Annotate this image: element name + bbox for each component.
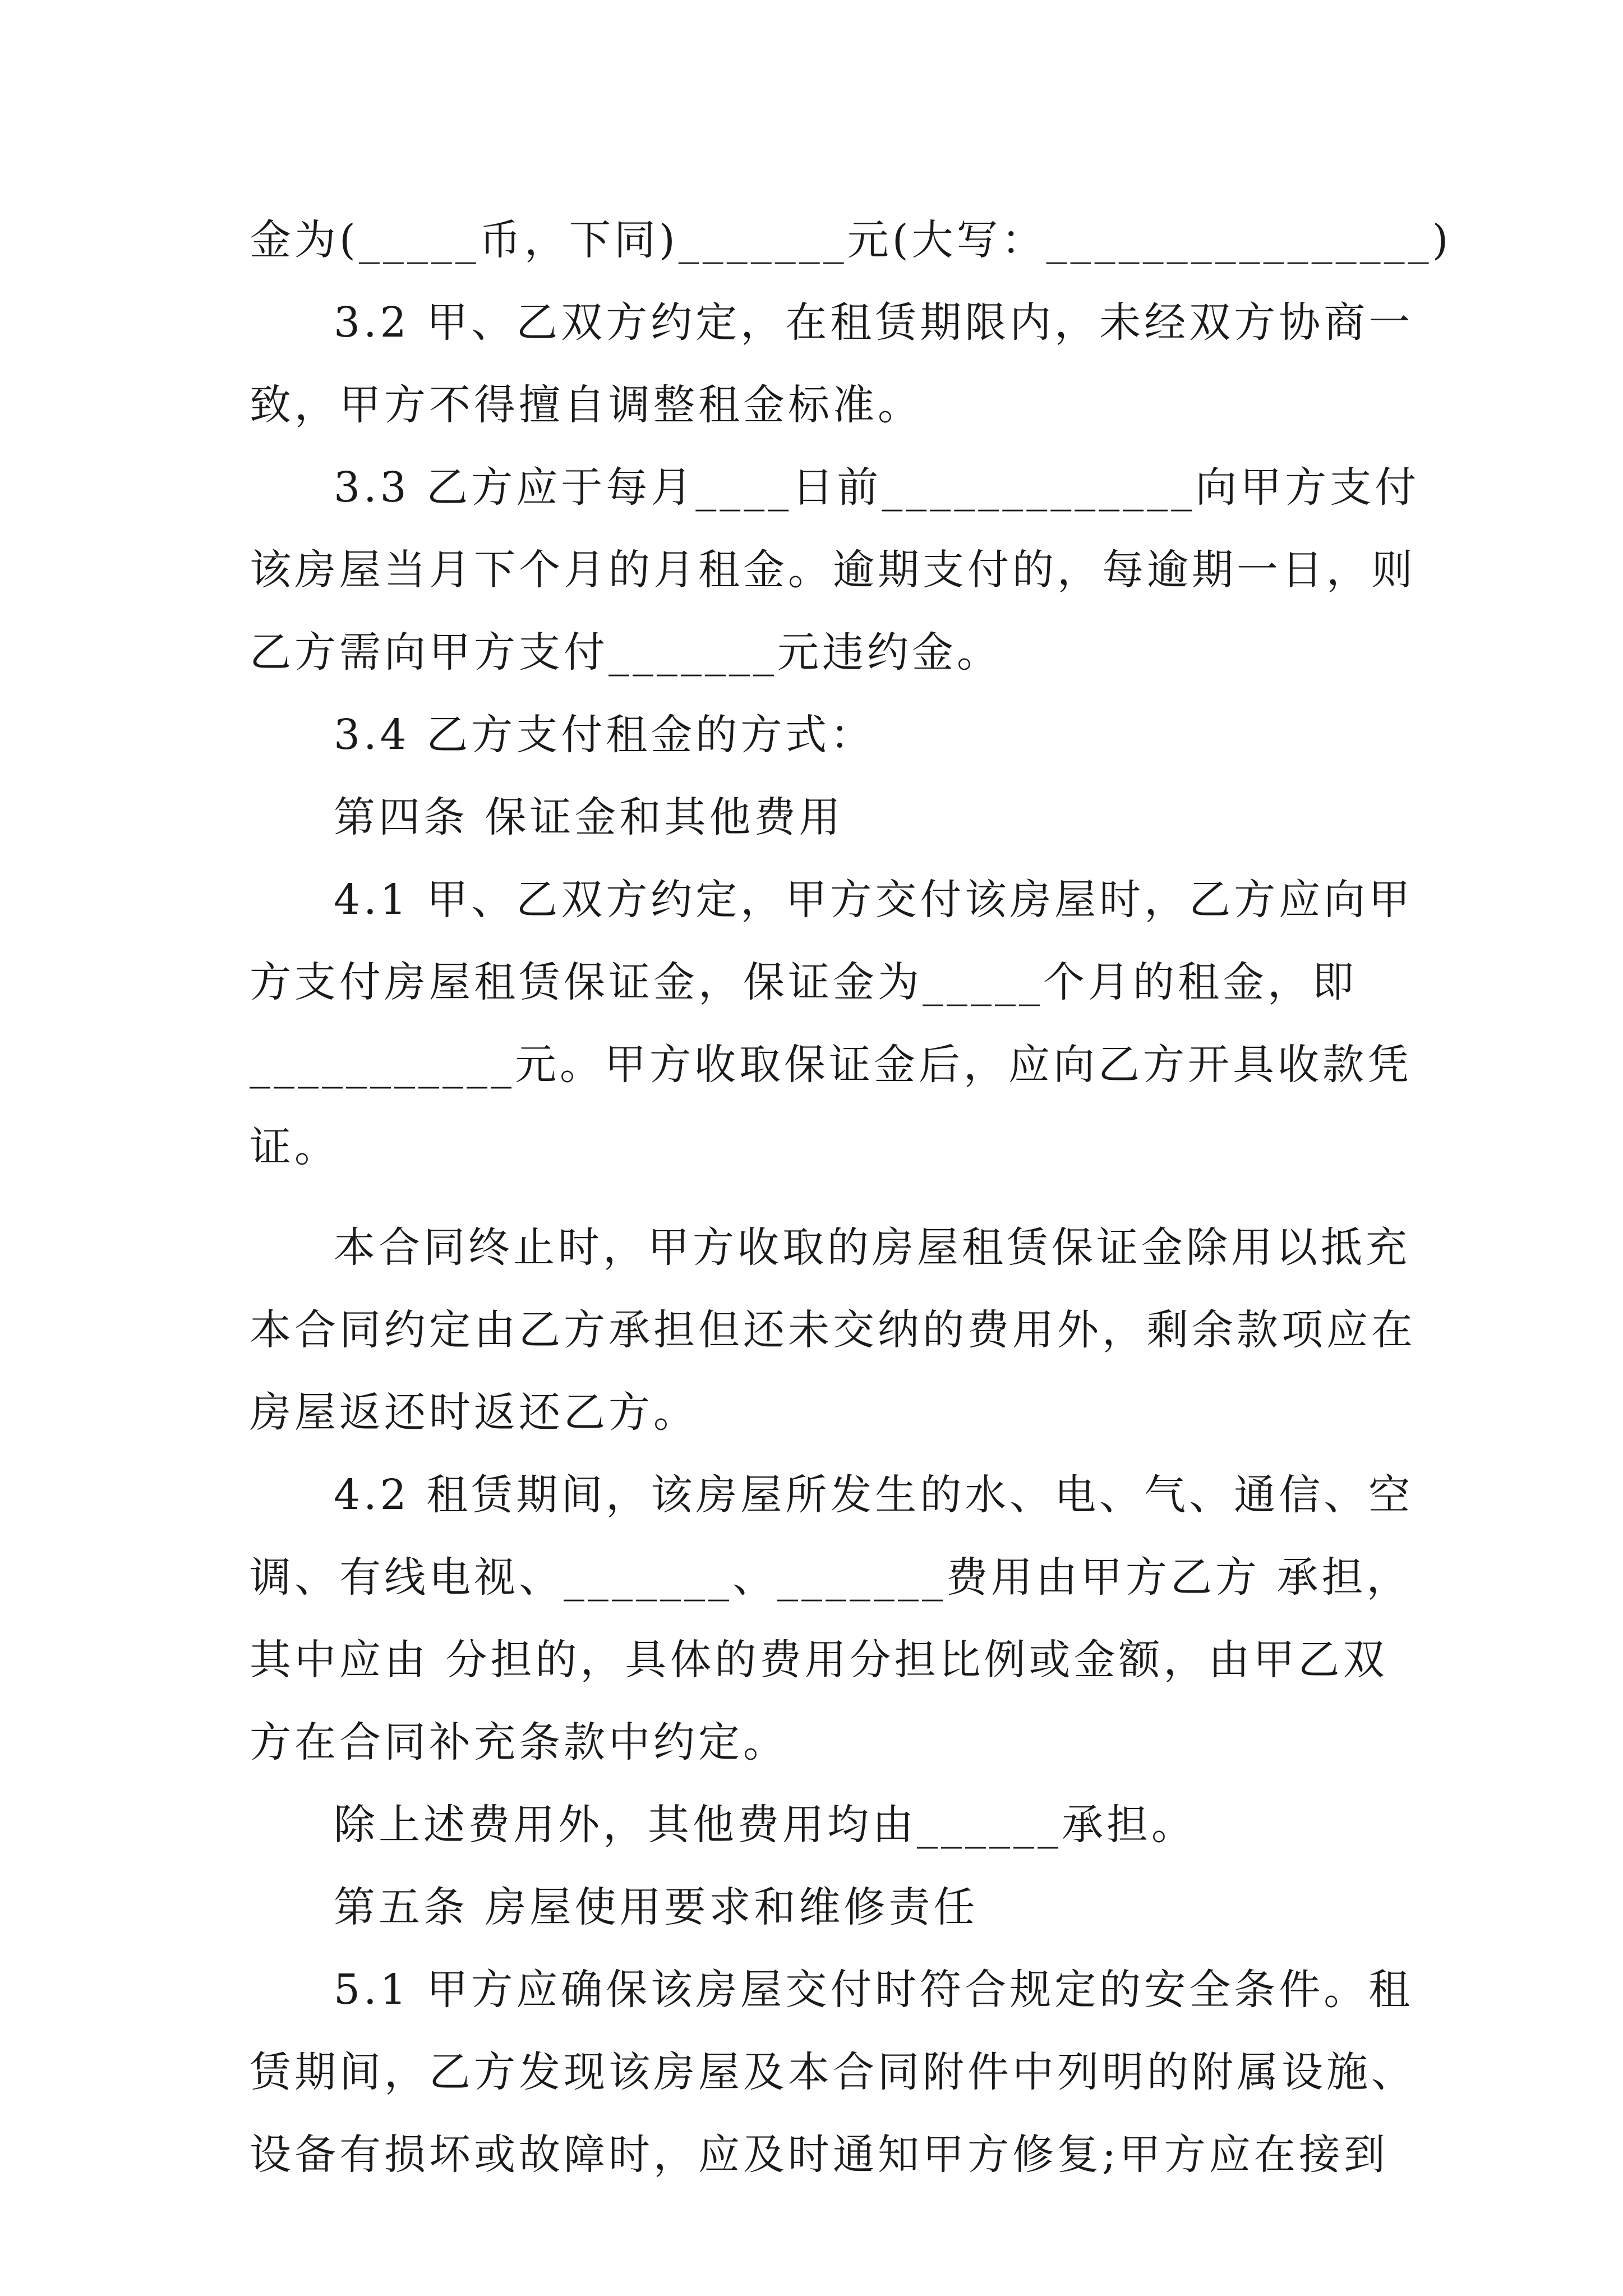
text-line: 第五条 房屋使用要求和维修责任 — [334, 1883, 979, 1931]
text-line: 调、有线电视、_______、_______费用由甲方乙方 承担， — [250, 1553, 1412, 1602]
text-line: 本合同终止时，甲方收取的房屋租赁保证金除用以抵充 — [334, 1223, 1410, 1272]
text-line: 金为(_____币，下同)_______元(大写：________________) — [250, 216, 1452, 264]
text-line: 方支付房屋租赁保证金，保证金为_____个月的租金，即 — [250, 958, 1357, 1006]
text-line: 除上述费用外，其他费用均由______承担。 — [334, 1801, 1196, 1849]
text-line: 设备有损坏或故障时，应及时通知甲方修复;甲方应在接到 — [250, 2131, 1389, 2179]
text-line: 4.1 甲、乙双方约定，甲方交付该房屋时，乙方应向甲 — [334, 876, 1414, 924]
text-line: 致，甲方不得擅自调整租金标准。 — [250, 381, 923, 429]
text-line: 本合同约定由乙方承担但还未交纳的费用外，剩余款项应在 — [250, 1306, 1416, 1354]
text-line: 方在合同补充条款中约定。 — [250, 1718, 788, 1766]
text-line: 4.2 租赁期间，该房屋所发生的水、电、气、通信、空 — [334, 1471, 1414, 1519]
text-line: 3.2 甲、乙双方约定，在租赁期限内，未经双方协商一 — [334, 298, 1414, 347]
paragraph-gap — [250, 1189, 1388, 1207]
text-line: 房屋返还时返还乙方。 — [250, 1388, 698, 1437]
text-line: ___________元。甲方收取保证金后，应向乙方开具收款凭 — [250, 1041, 1412, 1089]
text-line: 3.3 乙方应于每月____日前_____________向甲方支付 — [334, 463, 1420, 512]
text-line: 赁期间，乙方发现该房屋及本合同附件中列明的附属设施、 — [250, 2048, 1416, 2096]
text-line: 证。 — [250, 1123, 339, 1171]
text-line: 5.1 甲方应确保该房屋交付时符合规定的安全条件。租 — [334, 1966, 1414, 2014]
document-body — [250, 199, 1452, 2196]
text-line: 3.4 乙方支付租金的方式： — [334, 711, 875, 759]
text-line: 其中应由 分担的，具体的费用分担比例或金额，由甲乙双 — [250, 1636, 1388, 1684]
text-line: 第四条 保证金和其他费用 — [334, 793, 844, 841]
text-line: 乙方需向甲方支付_______元违约金。 — [250, 628, 1002, 677]
text-line: 该房屋当月下个月的月租金。逾期支付的，每逾期一日，则 — [250, 546, 1416, 594]
